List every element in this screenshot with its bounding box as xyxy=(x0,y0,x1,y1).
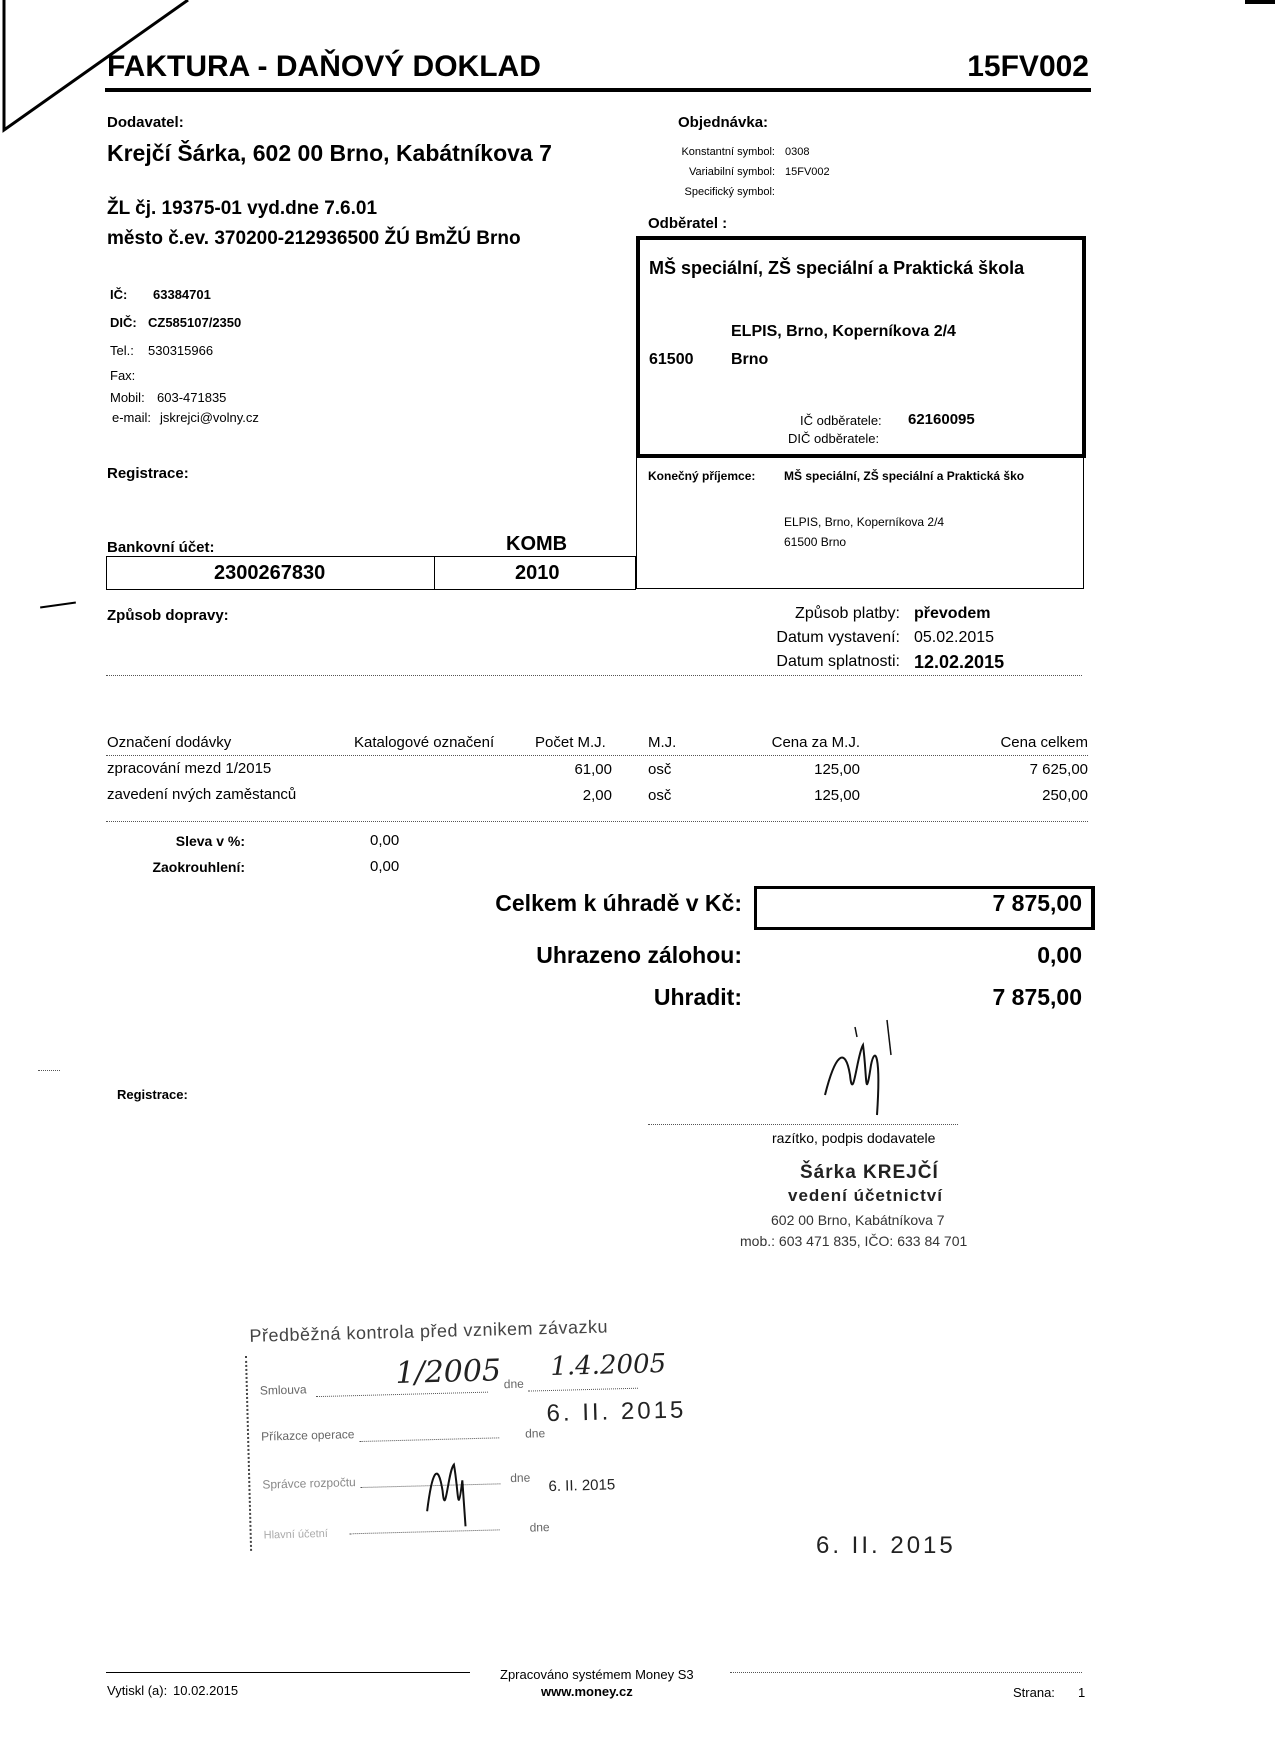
chief-accountant-dne-label: dne xyxy=(529,1520,550,1535)
total-due-value: 7 875,00 xyxy=(992,890,1082,916)
issued-date-label: Datum vystavení: xyxy=(776,629,900,646)
order-op-dne-label: dne xyxy=(524,1426,546,1441)
stamp-name: Šárka KREJČÍ xyxy=(800,1162,939,1183)
control-stamp-title: Předběžná kontrola před vznikem závazku xyxy=(249,1316,609,1346)
footer-line-right xyxy=(730,1672,1082,1673)
budget-admin-signature xyxy=(418,1450,480,1532)
invoice-title: FAKTURA - DAŇOVÝ DOKLAD xyxy=(107,50,541,83)
table-header-quantity: Počet M.J. xyxy=(535,734,606,751)
spec-symbol-label: Specifický symbol: xyxy=(684,186,775,198)
supplier-mobil-label: Mobil: xyxy=(110,390,145,405)
supplier-zl: ŽL čj. 19375-01 vyd.dne 7.6.01 xyxy=(107,198,378,219)
payment-method: převodem xyxy=(914,605,991,622)
customer-city: Brno xyxy=(731,351,769,368)
customer-ic: 62160095 xyxy=(908,411,975,428)
title-underline xyxy=(105,88,1091,92)
invoice-number: 15FV002 xyxy=(967,50,1089,83)
footer-system: Zpracováno systémem Money S3 xyxy=(500,1667,694,1682)
contract-handwritten-date: 1.4.2005 xyxy=(549,1348,667,1382)
budget-admin-dne-label: dne xyxy=(510,1470,531,1486)
final-recipient-name: MŠ speciální, ZŠ speciální a Praktická ško xyxy=(784,469,1025,483)
supplier-email: jskrejci@volny.cz xyxy=(160,410,259,425)
order-label: Objednávka: xyxy=(678,114,769,131)
customer-dic-label: DIČ odběratele: xyxy=(788,431,880,446)
budget-admin-label: Správce rozpočtu xyxy=(262,1475,356,1492)
footer-printed-date: 10.02.2015 xyxy=(173,1683,239,1698)
order-op-stamped-date: 6. II. 2015 xyxy=(546,1396,687,1428)
supplier-registrace: Registrace: xyxy=(107,465,189,482)
table-row-1-name: zpracování mezd 1/2015 xyxy=(107,760,272,777)
table-header-catalog: Katalogové označení xyxy=(354,734,495,751)
bank-label: Bankovní účet: xyxy=(107,539,215,556)
registrace-bottom-label: Registrace: xyxy=(117,1087,188,1102)
contract-line xyxy=(316,1392,488,1398)
table-row-1-qty: 61,00 xyxy=(574,761,612,778)
table-header-designation: Označení dodávky xyxy=(107,734,232,751)
payment-method-label: Způsob platby: xyxy=(795,605,900,622)
rounding-value: 0,00 xyxy=(370,858,400,875)
chief-accountant-label: Hlavní účetní xyxy=(263,1527,329,1542)
customer-name: MŠ speciální, ZŠ speciální a Praktická škola xyxy=(649,258,1025,278)
order-op-label: Příkazce operace xyxy=(260,1427,355,1444)
control-stamp-border xyxy=(245,1356,252,1551)
contract-dne-label: dne xyxy=(503,1376,525,1392)
stamp-line-3: 602 00 Brno, Kabátníkova 7 xyxy=(771,1212,945,1228)
control-stamp xyxy=(244,1306,720,1558)
supplier-dic-label: DIČ: xyxy=(110,315,137,330)
handwritten-signature xyxy=(805,1015,915,1125)
order-op-line xyxy=(359,1437,499,1442)
supplier-fax-label: Fax: xyxy=(110,368,136,383)
bank-code-label: KOMB xyxy=(506,533,568,555)
customer-ic-label: IČ odběratele: xyxy=(800,413,882,428)
discount-value: 0,00 xyxy=(370,832,400,849)
final-recipient-label: Konečný příjemce: xyxy=(648,469,756,483)
table-row-1-price: 125,00 xyxy=(814,761,860,778)
due-date: 12.02.2015 xyxy=(914,652,1005,672)
contract-handwritten-number: 1/2005 xyxy=(395,1353,502,1392)
footer-page-label: Strana: xyxy=(1013,1685,1055,1700)
var-symbol-label: Variabilní symbol: xyxy=(689,166,775,178)
footer-line-left xyxy=(106,1672,470,1673)
footer-page-number: 1 xyxy=(1078,1685,1086,1700)
left-margin-mark xyxy=(40,602,76,609)
contract-dne-line xyxy=(528,1388,638,1392)
supplier-mobil: 603-471835 xyxy=(157,390,227,405)
table-row-2-name: zavedení nvých zaměstanců xyxy=(107,786,297,803)
konst-symbol-value: 0308 xyxy=(785,146,810,158)
rounding-label: Zaokrouhlení: xyxy=(152,859,245,875)
table-row-2-total: 250,00 xyxy=(1042,787,1088,804)
bank-account-number: 2300267830 xyxy=(214,562,326,584)
table-row-2-unit: osč xyxy=(648,787,672,804)
supplier-email-label: e-mail: xyxy=(112,410,152,425)
right-edge-mark xyxy=(1245,0,1275,4)
supplier-mesto: město č.ev. 370200-212936500 ŽÚ BmŽÚ Brno xyxy=(107,228,521,249)
advance-paid-label: Uhrazeno zálohou: xyxy=(536,942,742,968)
customer-psc: 61500 xyxy=(649,351,694,368)
payment-separator xyxy=(106,675,1082,676)
table-row-2-qty: 2,00 xyxy=(582,787,612,804)
table-header-unit-price: Cena za M.J. xyxy=(771,734,860,751)
supplier-tel: 530315966 xyxy=(148,343,214,358)
amount-to-pay-value: 7 875,00 xyxy=(992,984,1082,1010)
customer-label: Odběratel : xyxy=(648,215,728,232)
supplier-ic: 63384701 xyxy=(153,287,211,302)
customer-address: ELPIS, Brno, Koperníkova 2/4 xyxy=(731,323,956,340)
table-row-1-total: 7 625,00 xyxy=(1029,761,1088,778)
signature-caption: razítko, podpis dodavatele xyxy=(772,1130,936,1146)
var-symbol-value: 15FV002 xyxy=(785,166,830,178)
margin-dash-mark xyxy=(38,1070,60,1072)
stamp-line-4: mob.: 603 471 835, IČO: 633 84 701 xyxy=(740,1233,968,1249)
bank-code: 2010 xyxy=(515,562,560,584)
stamp-line-2: vedení účetnictví xyxy=(788,1186,943,1205)
discount-label: Sleva v %: xyxy=(175,833,245,849)
stamped-date-bottom: 6. II. 2015 xyxy=(816,1532,956,1559)
advance-paid-value: 0,00 xyxy=(1037,942,1082,968)
table-header-unit: M.J. xyxy=(648,734,677,751)
amount-to-pay-label: Uhradit: xyxy=(653,984,742,1010)
due-date-label: Datum splatnosti: xyxy=(776,653,900,670)
total-due-label: Celkem k úhradě v Kč: xyxy=(495,890,742,916)
final-recipient-address: ELPIS, Brno, Koperníkova 2/4 xyxy=(784,515,945,529)
table-row-2-price: 125,00 xyxy=(814,787,860,804)
supplier-name: Krejčí Šárka, 602 00 Brno, Kabátníkova 7 xyxy=(107,140,552,166)
delivery-label: Způsob dopravy: xyxy=(107,607,229,624)
footer-url: www.money.cz xyxy=(541,1684,633,1699)
konst-symbol-label: Konstantní symbol: xyxy=(681,146,775,158)
signature-line xyxy=(648,1124,958,1125)
contract-label: Smlouva xyxy=(259,1382,307,1398)
bank-box-divider xyxy=(434,556,435,589)
supplier-ic-label: IČ: xyxy=(110,287,128,302)
final-recipient-city: 61500 Brno xyxy=(784,535,847,549)
supplier-dic: CZ585107/2350 xyxy=(148,315,242,330)
issued-date: 05.02.2015 xyxy=(914,629,995,646)
table-header-total: Cena celkem xyxy=(1000,734,1088,751)
table-row-1-unit: osč xyxy=(648,761,672,778)
table-header-underline xyxy=(106,755,1088,756)
budget-admin-stamped-date: 6. II. 2015 xyxy=(548,1476,616,1496)
supplier-label: Dodavatel: xyxy=(107,114,184,131)
footer-printed-label: Vytiskl (a): xyxy=(107,1683,168,1698)
supplier-tel-label: Tel.: xyxy=(110,343,134,358)
table-bottom-line xyxy=(106,821,1088,822)
